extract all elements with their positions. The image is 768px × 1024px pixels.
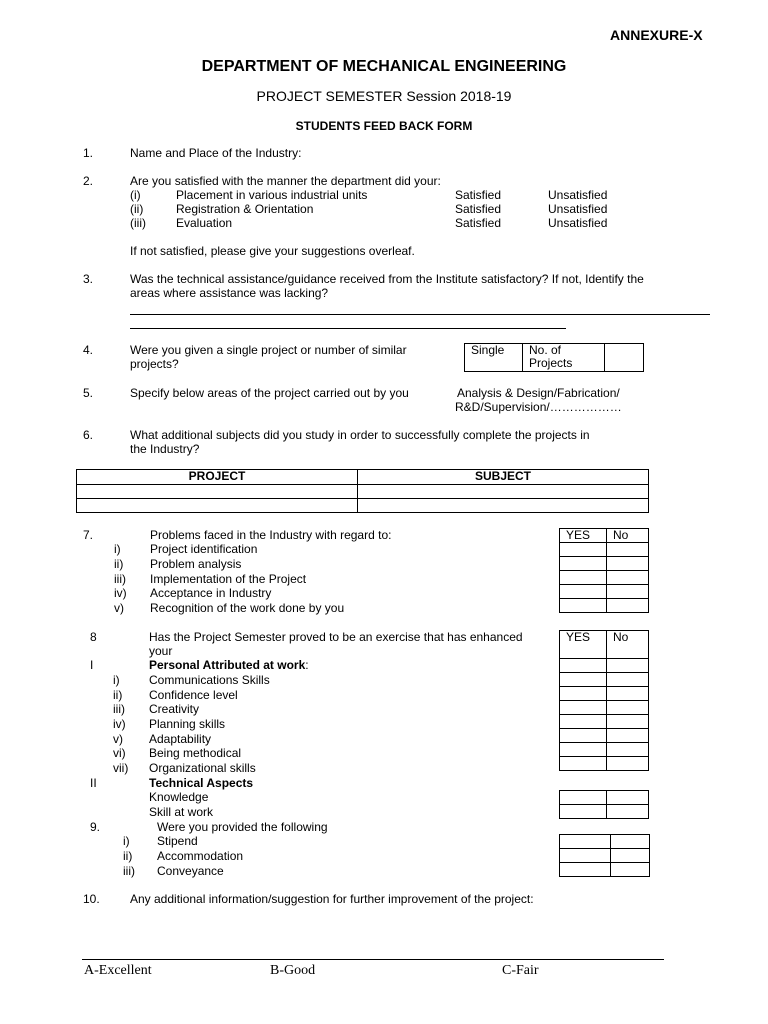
q2-satisfied-option[interactable]: Satisfied (455, 202, 502, 216)
project-cell[interactable] (77, 485, 358, 499)
q8-yes-no-table (559, 630, 649, 771)
q2-item-label: Placement in various industrial units (176, 188, 368, 202)
no-checkbox-cell[interactable] (607, 659, 649, 673)
no-checkbox-cell[interactable] (607, 543, 649, 557)
q8-item-num: vi) (113, 746, 126, 760)
q1-text: Name and Place of the Industry: (130, 146, 302, 160)
yes-checkbox-cell[interactable] (560, 599, 607, 613)
yes-checkbox-cell[interactable] (560, 585, 607, 599)
no-checkbox-cell[interactable] (607, 701, 649, 715)
q2-unsatisfied-option[interactable]: Unsatisfied (548, 188, 608, 202)
q2-satisfied-option[interactable]: Satisfied (455, 216, 502, 230)
no-checkbox-cell[interactable] (607, 743, 649, 757)
q5-areas-line1[interactable]: Analysis & Design/Fabrication/ (457, 386, 620, 400)
legend-excellent: A-Excellent (84, 963, 152, 978)
q3-text-line2: areas where assistance was lacking? (130, 286, 329, 300)
no-column-header: No (607, 529, 649, 543)
q8-item-label: Creativity (149, 702, 200, 716)
no-checkbox-cell[interactable] (607, 557, 649, 571)
subject-cell[interactable] (358, 485, 649, 499)
q2-item-num: (iii) (130, 216, 146, 230)
q8-item-num: v) (113, 732, 123, 746)
q6-text-line2: the Industry? (130, 442, 200, 456)
legend-good: B-Good (270, 963, 316, 978)
q4-no-of-label: No. of (529, 343, 562, 357)
yes-checkbox-cell[interactable] (560, 543, 607, 557)
q3-answer-line[interactable] (130, 314, 710, 315)
form-title: STUDENTS FEED BACK FORM (295, 119, 473, 133)
q4-project-count-box (464, 343, 644, 372)
q8-text-line1: Has the Project Semester proved to be an exercise that has enhanced (149, 630, 523, 644)
q8-item-num: iii) (113, 702, 125, 716)
yes-checkbox-cell[interactable] (560, 571, 607, 585)
q8-technical-table (559, 790, 649, 819)
q9-item-num: iii) (123, 864, 135, 878)
footer-divider (82, 959, 664, 960)
no-checkbox-cell[interactable] (607, 715, 649, 729)
yes-column-header: YES (560, 529, 607, 543)
q1-number: 1. (83, 146, 94, 160)
q5-areas-line2[interactable]: R&D/Supervision/……………… (455, 400, 622, 414)
q9-item-label: Accommodation (157, 849, 244, 863)
q7-item-num: v) (114, 601, 124, 615)
project-column-header: PROJECT (77, 470, 358, 485)
q7-item-num: i) (114, 542, 121, 556)
yes-checkbox-cell[interactable] (560, 557, 607, 571)
department-title: DEPARTMENT OF MECHANICAL ENGINEERING (201, 58, 567, 75)
session-subtitle: PROJECT SEMESTER Session 2018-19 (256, 88, 512, 104)
yes-checkbox-cell[interactable] (560, 757, 607, 771)
yes-checkbox-cell[interactable] (560, 743, 607, 757)
annexure-label: ANNEXURE-X (610, 27, 703, 43)
q2-unsatisfied-option[interactable]: Unsatisfied (548, 202, 608, 216)
q2-note: If not satisfied, please give your suggestions overleaf. (130, 244, 415, 258)
q2-satisfied-option[interactable]: Satisfied (455, 188, 502, 202)
yes-checkbox-cell[interactable] (560, 729, 607, 743)
q4-count-input-cell[interactable] (605, 344, 644, 372)
q8-text-line2: your (149, 644, 173, 658)
q8-section2-item: Skill at work (149, 805, 214, 819)
q9-item-label: Conveyance (157, 864, 224, 878)
q3-number: 3. (83, 272, 94, 286)
legend-fair: C-Fair (502, 963, 539, 978)
q4-text-line1: Were you given a single project or number of similar (130, 343, 407, 357)
q9-item-num: i) (123, 834, 130, 848)
q7-item-label: Acceptance in Industry (150, 586, 272, 600)
q7-item-num: iv) (114, 586, 127, 600)
q4-text-line2: projects? (130, 357, 179, 371)
yes-checkbox-cell[interactable] (560, 805, 607, 819)
q8-item-label: Organizational skills (149, 761, 256, 775)
q8-item-num: ii) (113, 688, 123, 702)
q10-text: Any additional information/suggestion for further improvement of the project: (130, 892, 534, 906)
q8-item-label: Being methodical (149, 746, 242, 760)
q8-item-num: iv) (113, 717, 126, 731)
q8-item-label: Communications Skills (149, 673, 270, 687)
no-checkbox-cell[interactable] (607, 805, 649, 819)
yes-checkbox-cell[interactable] (560, 849, 611, 863)
no-checkbox-cell[interactable] (607, 791, 649, 805)
q4-no-of-projects-cell (523, 344, 605, 372)
no-checkbox-cell[interactable] (607, 571, 649, 585)
q2-item-num: (i) (130, 188, 141, 202)
q5-number: 5. (83, 386, 94, 400)
no-column-header: No (607, 631, 649, 659)
yes-checkbox-cell[interactable] (560, 687, 607, 701)
q3-answer-line[interactable] (130, 328, 566, 329)
yes-checkbox-cell[interactable] (560, 673, 607, 687)
project-cell[interactable] (77, 499, 358, 513)
q8-item-num: vii) (113, 761, 129, 775)
q7-item-label: Problem analysis (150, 557, 242, 571)
no-checkbox-cell[interactable] (607, 599, 649, 613)
q8-item-label: Planning skills (149, 717, 226, 731)
q8-section1-number: I (90, 658, 94, 672)
q10-number: 10. (83, 892, 100, 906)
q2-unsatisfied-option[interactable]: Unsatisfied (548, 216, 608, 230)
q8-number: 8 (90, 630, 97, 644)
yes-checkbox-cell[interactable] (560, 791, 607, 805)
q8-section2-item: Knowledge (149, 790, 209, 804)
q8-section1-title: Personal Attributed at work (149, 658, 306, 672)
no-checkbox-cell[interactable] (611, 849, 650, 863)
q9-item-num: ii) (123, 849, 133, 863)
q2-item-num: (ii) (130, 202, 144, 216)
q2-number: 2. (83, 174, 94, 188)
q6-text-line1: What additional subjects did you study in order to successfully complete the projects in (130, 428, 590, 442)
yes-column-header: YES (560, 631, 607, 659)
q7-item-num: ii) (114, 557, 124, 571)
q6-project-subject-table (76, 469, 649, 513)
no-checkbox-cell[interactable] (607, 585, 649, 599)
no-checkbox-cell[interactable] (607, 673, 649, 687)
yes-checkbox-cell[interactable] (560, 659, 607, 673)
q7-item-label: Recognition of the work done by you (150, 601, 345, 615)
q8-item-label: Adaptability (149, 732, 212, 746)
subject-column-header: SUBJECT (358, 470, 649, 485)
q3-text-line1: Was the technical assistance/guidance received from the Institute satisfactory? If not, Identify the (130, 272, 644, 286)
yes-checkbox-cell[interactable] (560, 835, 611, 849)
q2-text: Are you satisfied with the manner the department did your: (130, 174, 441, 188)
q4-single-cell[interactable] (465, 344, 523, 372)
q4-single-label: Single (471, 343, 505, 357)
q7-number: 7. (83, 528, 94, 542)
yes-checkbox-cell[interactable] (560, 701, 607, 715)
q8-section2-title: Technical Aspects (149, 776, 254, 790)
q4-number: 4. (83, 343, 94, 357)
q7-text: Problems faced in the Industry with regard to: (150, 528, 392, 542)
no-checkbox-cell[interactable] (611, 835, 650, 849)
yes-checkbox-cell[interactable] (560, 715, 607, 729)
q8-item-num: i) (113, 673, 120, 687)
q9-yes-no-table (559, 834, 650, 877)
q9-number: 9. (90, 820, 101, 834)
q8-section1-colon: : (305, 658, 309, 672)
q7-item-num: iii) (114, 572, 126, 586)
q9-item-label: Stipend (157, 834, 198, 848)
q2-item-label: Evaluation (176, 216, 233, 230)
no-checkbox-cell[interactable] (607, 729, 649, 743)
q8-item-label: Confidence level (149, 688, 238, 702)
no-checkbox-cell[interactable] (607, 757, 649, 771)
q7-item-label: Implementation of the Project (150, 572, 307, 586)
q7-yes-no-table (559, 528, 649, 613)
q7-item-label: Project identification (150, 542, 258, 556)
q8-section2-number: II (90, 776, 97, 790)
q5-text: Specify below areas of the project carried out by you (130, 386, 409, 400)
q4-projects-label: Projects (529, 356, 573, 370)
yes-checkbox-cell[interactable] (560, 863, 611, 877)
no-checkbox-cell[interactable] (611, 863, 650, 877)
q6-number: 6. (83, 428, 94, 442)
q9-text: Were you provided the following (157, 820, 328, 834)
subject-cell[interactable] (358, 499, 649, 513)
q2-item-label: Registration & Orientation (176, 202, 314, 216)
no-checkbox-cell[interactable] (607, 687, 649, 701)
